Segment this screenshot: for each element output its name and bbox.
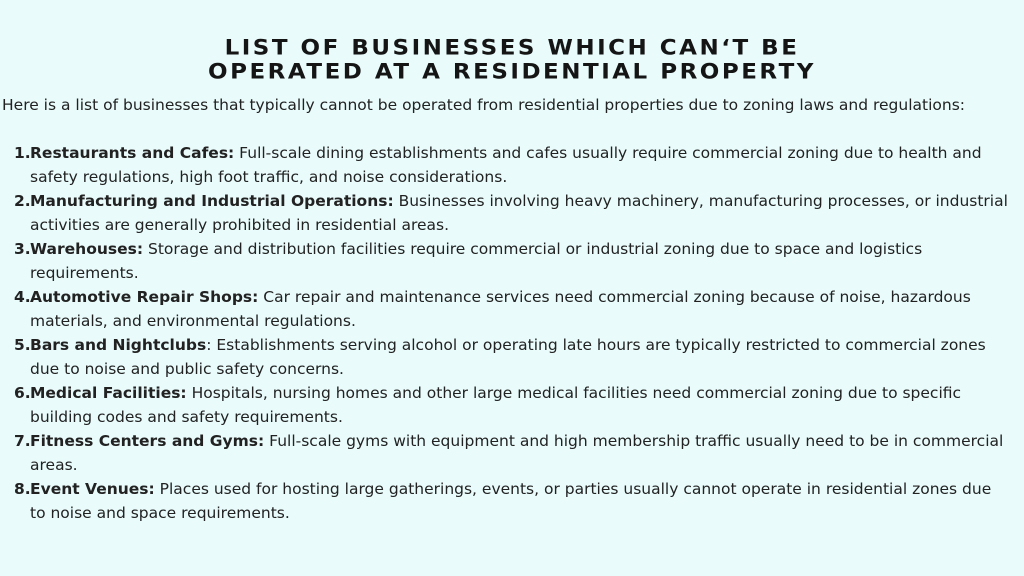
list-item <box>0 237 1010 285</box>
list-item <box>0 285 1010 333</box>
list-term: Warehouses: <box>30 240 144 258</box>
title-line-2: OPERATED AT A RESIDENTIAL PROPERTY <box>208 60 816 84</box>
list-text: Places used for hosting large gatherings, events, or parties usually cannot operate in residential zones due to noise and space requirements. <box>30 480 992 522</box>
list-number: 4. <box>14 288 31 306</box>
list-term: Fitness Centers and Gyms: <box>30 432 265 450</box>
list-number: 8. <box>14 480 31 498</box>
list-item <box>0 477 1010 525</box>
list-text: Full-scale dining establishments and cafes usually require commercial zoning due to health and safety regulations, high foot traffic, and noise considerations. <box>30 144 982 186</box>
list-text: Full-scale gyms with equipment and high membership traffic usually need to be in commercial areas. <box>30 432 1004 474</box>
list-number: 3. <box>14 240 31 258</box>
list-term: Medical Facilities: <box>30 384 187 402</box>
list-item <box>0 189 1010 237</box>
list-number: 1. <box>14 144 31 162</box>
list-term: Event Venues: <box>30 480 155 498</box>
list-text: Hospitals, nursing homes and other large medical facilities need commercial zoning due to specific building codes and safety requirements. <box>30 384 962 426</box>
list-item <box>0 381 1010 429</box>
list-number: 2. <box>14 192 31 210</box>
title-line-1: LIST OF BUSINESSES WHICH CAN‘T BE <box>224 36 800 60</box>
list-number: 6. <box>14 384 31 402</box>
list-term: Manufacturing and Industrial Operations: <box>30 192 394 210</box>
list-item <box>0 333 1010 381</box>
list-term: Restaurants and Cafes: <box>30 144 235 162</box>
list-text: : Establishments serving alcohol or operating late hours are typically restricted to commercial zones due to noise and public safety concerns. <box>30 336 986 378</box>
list-text: Businesses involving heavy machinery, manufacturing processes, or industrial activities are generally prohibited in residential areas. <box>30 192 1008 234</box>
list-number: 7. <box>14 432 31 450</box>
list-text: Car repair and maintenance services need commercial zoning because of noise, hazardous materials, and environmental regulations. <box>30 288 971 330</box>
list-term: Automotive Repair Shops: <box>30 288 259 306</box>
intro-paragraph: Here is a list of businesses that typically cannot be operated from residential properties due to zoning laws and regulations: <box>2 96 966 114</box>
business-list <box>0 141 1010 525</box>
list-term: Bars and Nightclubs <box>30 336 207 354</box>
page-title <box>0 36 1024 84</box>
list-item <box>0 141 1010 189</box>
list-number: 5. <box>14 336 31 354</box>
list-text: Storage and distribution facilities require commercial or industrial zoning due to space and logistics requirements. <box>30 240 923 282</box>
list-item <box>0 429 1010 477</box>
